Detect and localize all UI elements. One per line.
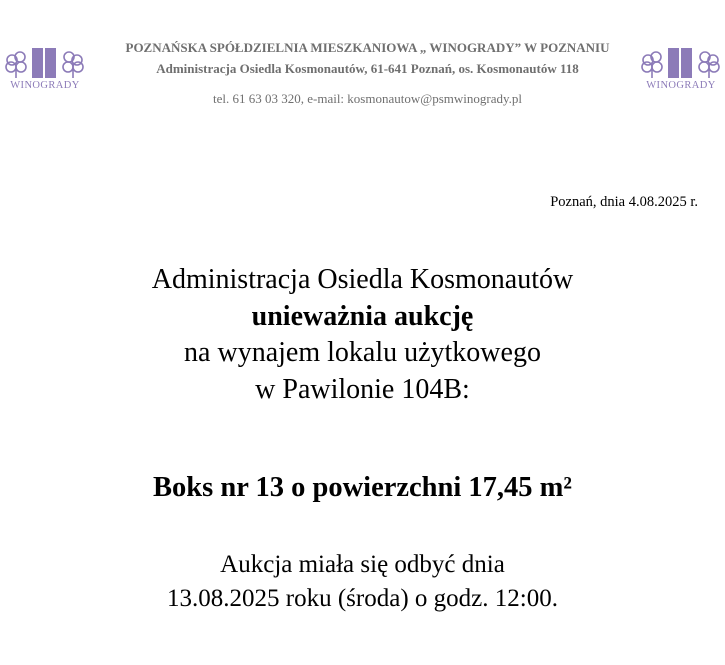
logo-caption: WINOGRADY <box>10 80 80 91</box>
contact-line: tel. 61 63 03 320, e-mail: kosmonautow@psmwinogrady.pl <box>212 91 522 106</box>
announcement-line-4: w Pawilonie 104B: <box>255 373 470 405</box>
announcement <box>0 262 725 408</box>
announcement-line-1: Administracja Osiedla Kosmonautów <box>151 264 574 295</box>
auction-note-line-2: 13.08.2025 roku (środa) o godz. 12:00. <box>167 585 558 612</box>
auction-note-line-1: Aukcja miała się odbyć dnia <box>220 551 505 578</box>
document-date: Poznań, dnia 4.08.2025 r. <box>550 194 698 210</box>
organization-address: Administracja Osiedla Kosmonautów, 61-641 Poznań, os. Kosmonautów 118 <box>156 61 579 76</box>
announcement-line-2: unieważnia aukcję <box>251 300 474 332</box>
organization-name: POZNAŃSKA SPÓŁDZIELNIA MIESZKANIOWA „ WINOGRADY” W POZNANIU <box>125 40 610 55</box>
logo-caption: WINOGRADY <box>646 80 716 91</box>
logo-left <box>2 36 88 92</box>
auction-note <box>0 548 725 616</box>
psm-winogrady-logo-icon <box>2 36 88 80</box>
announcement-line-3: na wynajem lokalu użytkowego <box>184 337 541 368</box>
box-description: Boks nr 13 o powierzchni 17,45 m² <box>153 472 572 503</box>
logo-right <box>638 36 724 92</box>
psm-winogrady-logo-icon <box>638 36 724 80</box>
letterhead <box>95 37 640 79</box>
